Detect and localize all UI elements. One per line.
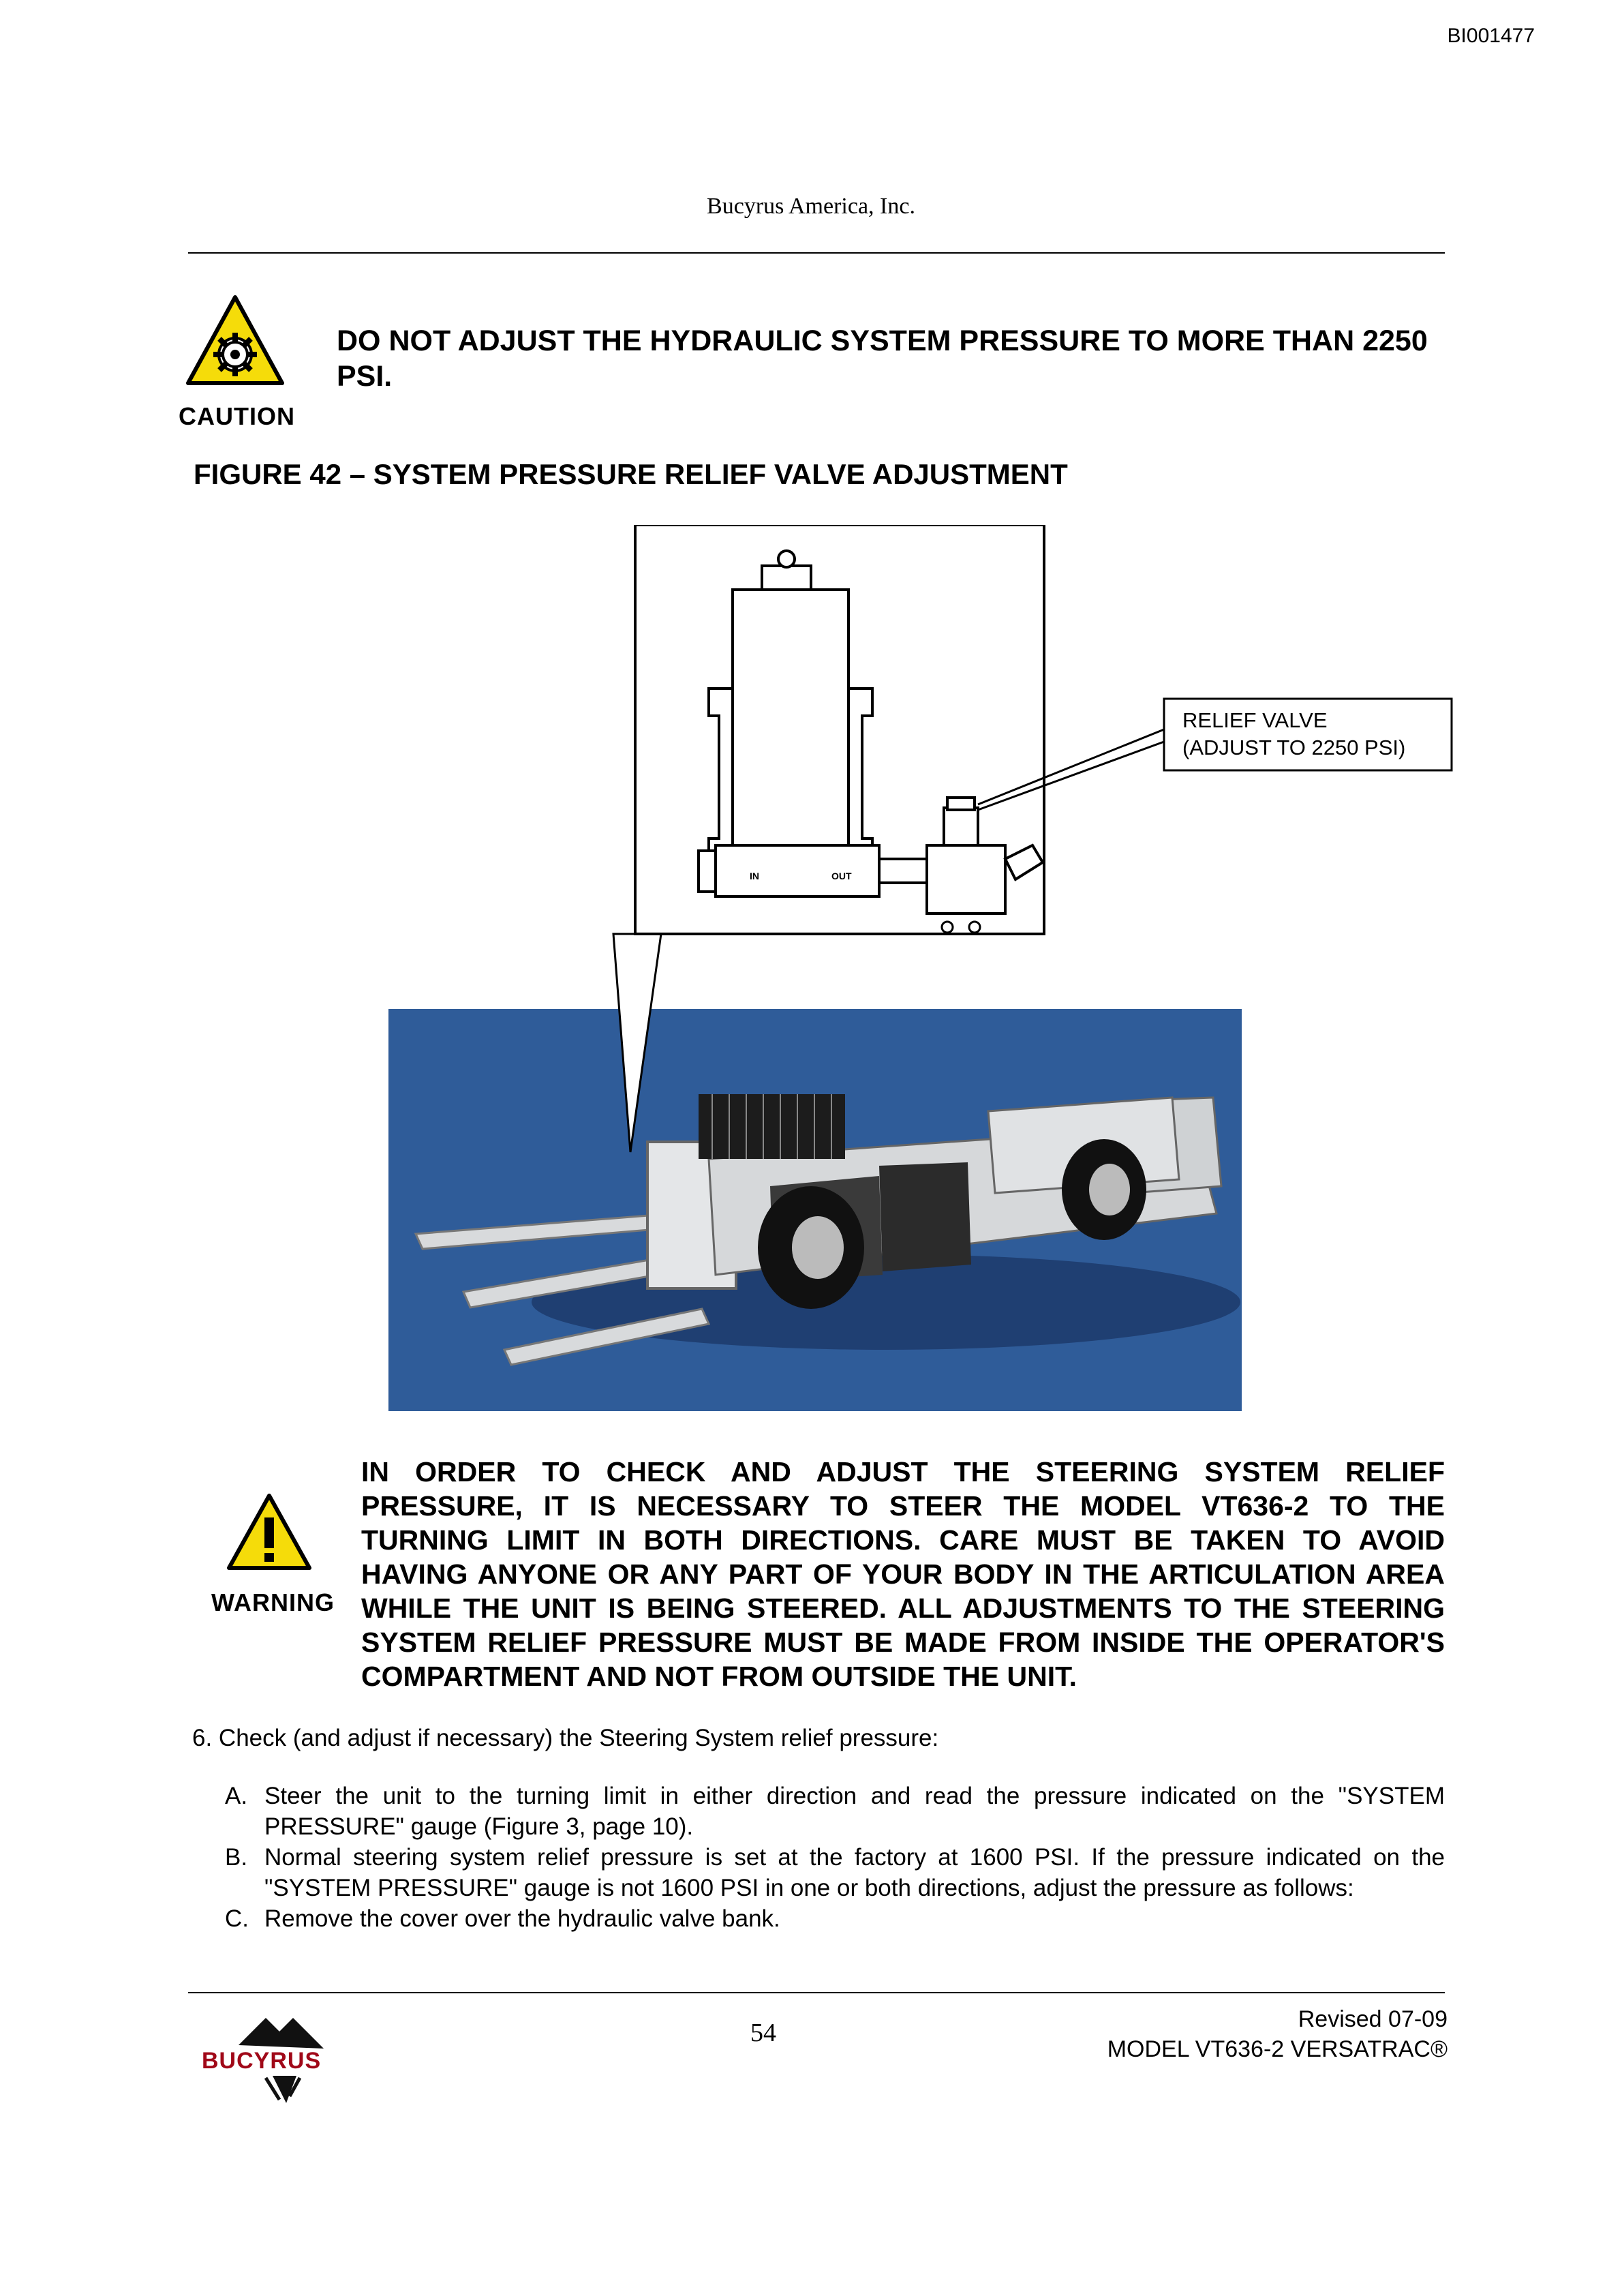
warning-text: IN ORDER TO CHECK AND ADJUST THE STEERING SYSTEM RELIEF PRESSURE, IT IS NECESSARY TO STEER THE MODEL VT636-2 TO THE TURNING LIMIT IN BOTH DIRECTIONS. CARE MUST BE TAKEN TO AVOID HAVING ANYONE OR ANY PART OF YOUR BODY IN THE ARTICULATION AREA WHILE THE UNIT IS BEING STEERED. ALL ADJUSTMENTS TO THE STEERING SYSTEM RELIEF PRESSURE MUST BE MADE FROM INSIDE THE OPERATOR'S COMPARTMENT AND NOT FROM OUTSIDE THE UNIT. xyxy=(361,1456,1445,1692)
company-header: Bucyrus America, Inc. xyxy=(707,194,915,219)
port-in-label: IN xyxy=(750,871,759,881)
callout-line2: (ADJUST TO 2250 PSI) xyxy=(1182,736,1406,759)
warning-icon xyxy=(225,1492,313,1573)
logo-text: BUCYRUS xyxy=(202,2048,322,2074)
figure-42-illustration xyxy=(388,525,1458,1411)
revision-block xyxy=(1107,2004,1448,2064)
revision-date: Revised 07-09 xyxy=(1298,2006,1448,2032)
step-6: 6. Check (and adjust if necessary) the Steering System relief pressure: xyxy=(192,1725,939,1751)
caution-label: CAUTION xyxy=(179,402,295,430)
model-name: MODEL VT636-2 VERSATRAC® xyxy=(1107,2036,1448,2062)
caution-icon xyxy=(184,293,286,389)
figure-title: FIGURE 42 – SYSTEM PRESSURE RELIEF VALVE ADJUSTMENT xyxy=(194,458,1068,490)
substep-list xyxy=(225,1781,1445,1934)
page-number: 54 xyxy=(750,2019,776,2047)
port-out-label: OUT xyxy=(831,871,852,881)
warning-label: WARNING xyxy=(211,1588,335,1616)
document-id: BI001477 xyxy=(1447,25,1535,47)
callout-line1: RELIEF VALVE xyxy=(1182,708,1328,732)
header-rule xyxy=(188,252,1445,254)
caution-text: DO NOT ADJUST THE HYDRAULIC SYSTEM PRESSURE TO MORE THAN 2250 PSI. xyxy=(337,324,1428,393)
substep-b: B. Normal steering system relief pressure is set at the factory at 1600 PSI. If the pressure indicated on the "SYSTEM PRESSURE" gauge is not 1600 PSI in one or both directions, adjust the pressure as follows: xyxy=(225,1844,1445,1901)
footer-rule xyxy=(188,1992,1445,1993)
substep-c: C. Remove the cover over the hydraulic valve bank. xyxy=(225,1905,780,1932)
substep-a: A. Steer the unit to the turning limit in either direction and read the pressure indicated on the "SYSTEM PRESSURE" gauge (Figure 3, page 10). xyxy=(225,1783,1445,1840)
